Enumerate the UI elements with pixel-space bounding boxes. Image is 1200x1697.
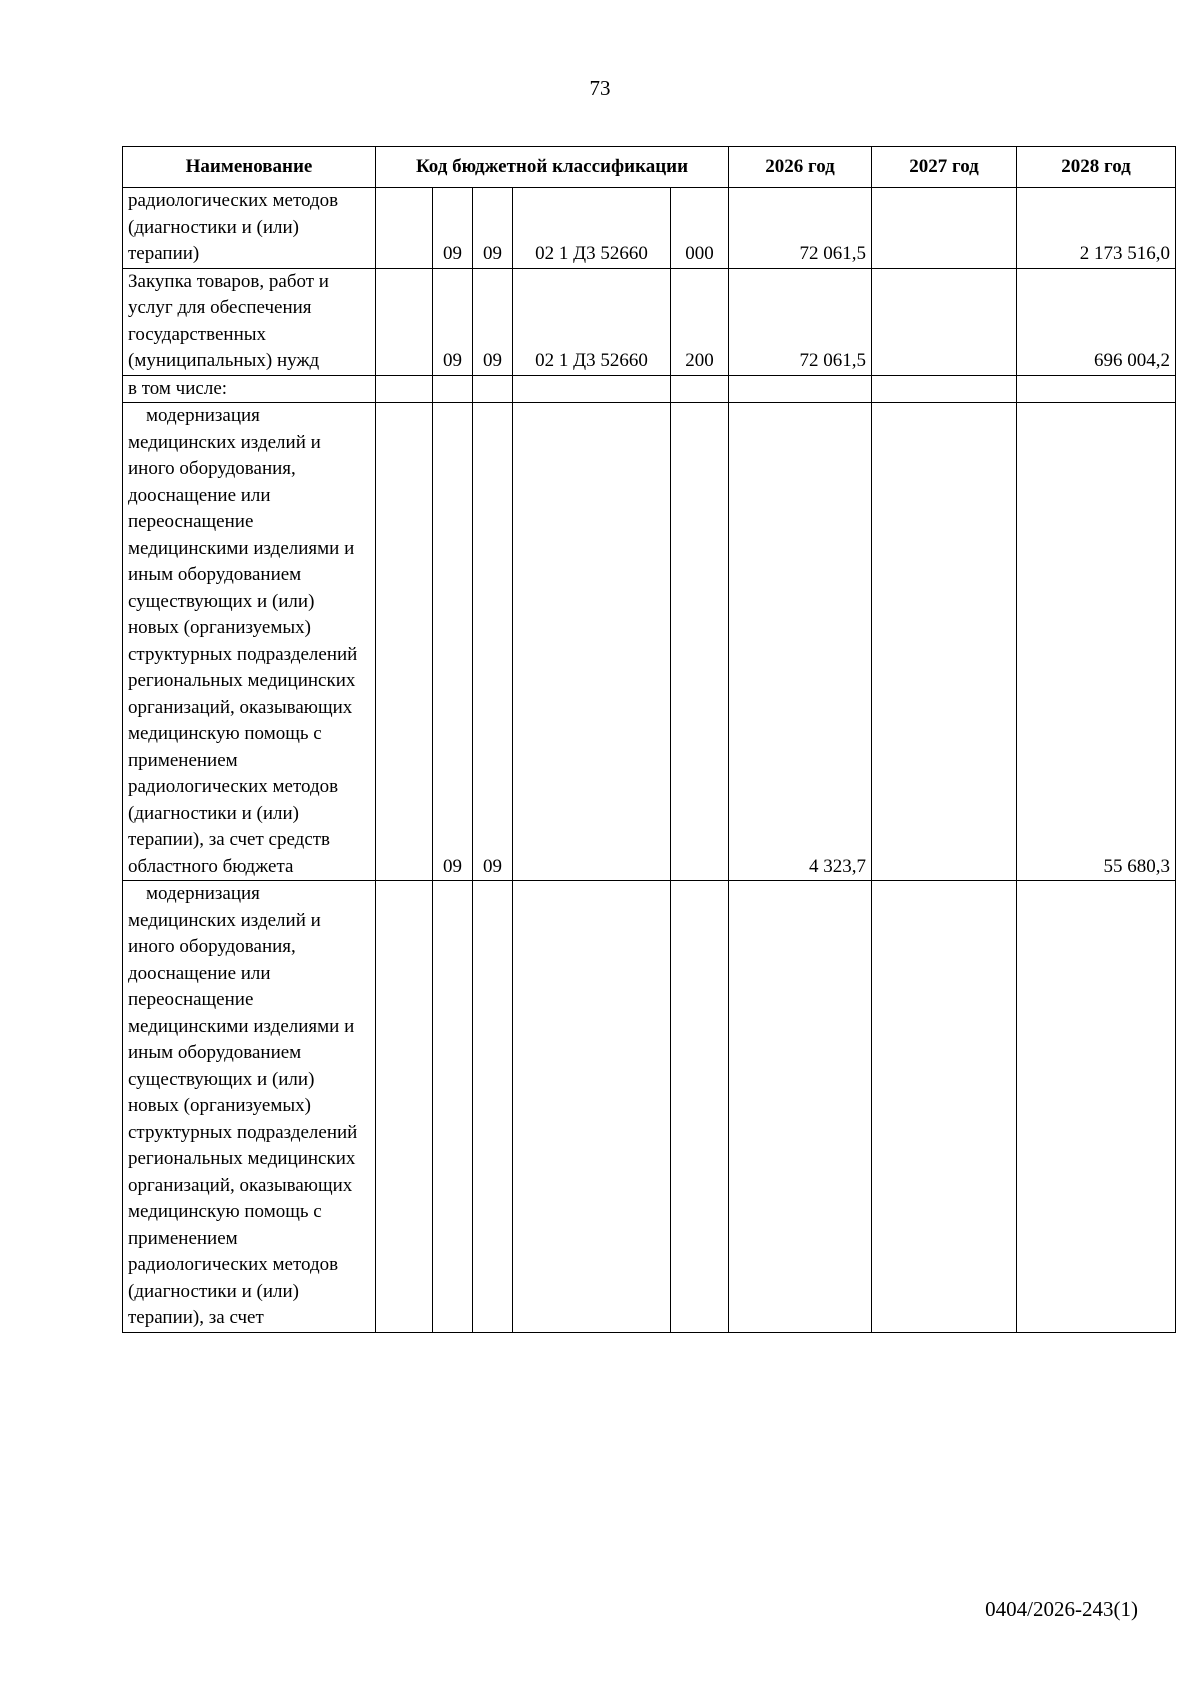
value-2028: 696 004,2 <box>1017 268 1176 375</box>
row-name <box>123 403 376 881</box>
value-2028 <box>1017 375 1176 403</box>
table-row <box>123 375 1176 403</box>
code-target-article <box>513 881 671 1333</box>
row-name: радиологических методов (диагностики и (или) терапии) <box>123 188 376 269</box>
value-2027 <box>872 403 1017 881</box>
row-name: Закупка товаров, работ и услуг для обеспечения государственных (муниципальных) нужд <box>123 268 376 375</box>
value-2026: 72 061,5 <box>729 268 872 375</box>
value-2026: 72 061,5 <box>729 188 872 269</box>
header-2026: 2026 год <box>729 147 872 188</box>
code-subsection: 09 <box>473 188 513 269</box>
code-target-article <box>513 375 671 403</box>
code-section: 09 <box>433 403 473 881</box>
code-part-1 <box>376 403 433 881</box>
code-subsection: 09 <box>473 403 513 881</box>
code-subsection <box>473 375 513 403</box>
value-2027 <box>872 268 1017 375</box>
code-subsection: 09 <box>473 268 513 375</box>
table-row <box>123 268 1176 375</box>
code-part-1 <box>376 268 433 375</box>
row-name-text: модернизация медицинских изделий и иного оборудования, дооснащение или переоснащение медицинскими изделиями и иным оборудованием существующих и (или) новых (организуемых) структурных подразделений региональных медицинских организаций, оказывающих медицинскую помощь с применением радиологических методов (диагностики и (или) терапии), за счет средств областного бюджета <box>128 405 358 877</box>
header-name: Наименование <box>123 147 376 188</box>
value-2026 <box>729 375 872 403</box>
value-2026 <box>729 881 872 1333</box>
table-row <box>123 881 1176 1333</box>
value-2027 <box>872 375 1017 403</box>
code-expense-type: 200 <box>671 268 729 375</box>
value-2028: 2 173 516,0 <box>1017 188 1176 269</box>
value-2028 <box>1017 881 1176 1333</box>
document-code: 0404/2026-243(1) <box>985 1597 1138 1621</box>
code-section <box>433 881 473 1333</box>
value-2027 <box>872 881 1017 1333</box>
header-2028: 2028 год <box>1017 147 1176 188</box>
header-row <box>123 147 1176 188</box>
header-code: Код бюджетной классификации <box>376 147 729 188</box>
row-name: в том числе: <box>123 375 376 403</box>
code-expense-type: 000 <box>671 188 729 269</box>
code-section: 09 <box>433 268 473 375</box>
code-target-article <box>513 403 671 881</box>
table-row <box>123 188 1176 269</box>
code-part-1 <box>376 375 433 403</box>
row-name-text: модернизация медицинских изделий и иного оборудования, дооснащение или переоснащение медицинскими изделиями и иным оборудованием существующих и (или) новых (организуемых) структурных подразделений региональных медицинских организаций, оказывающих медицинскую помощь с применением радиологических методов (диагностики и (или) терапии), за счет <box>128 883 358 1328</box>
code-section <box>433 375 473 403</box>
code-part-1 <box>376 881 433 1333</box>
budget-table <box>122 146 1176 1333</box>
header-2027: 2027 год <box>872 147 1017 188</box>
code-target-article: 02 1 Д3 52660 <box>513 268 671 375</box>
row-name <box>123 881 376 1333</box>
value-2028: 55 680,3 <box>1017 403 1176 881</box>
table-row <box>123 403 1176 881</box>
code-subsection <box>473 881 513 1333</box>
code-expense-type <box>671 881 729 1333</box>
code-part-1 <box>376 188 433 269</box>
code-expense-type <box>671 403 729 881</box>
code-section: 09 <box>433 188 473 269</box>
value-2027 <box>872 188 1017 269</box>
code-target-article: 02 1 Д3 52660 <box>513 188 671 269</box>
value-2026: 4 323,7 <box>729 403 872 881</box>
page-number: 73 <box>589 76 611 100</box>
code-expense-type <box>671 375 729 403</box>
